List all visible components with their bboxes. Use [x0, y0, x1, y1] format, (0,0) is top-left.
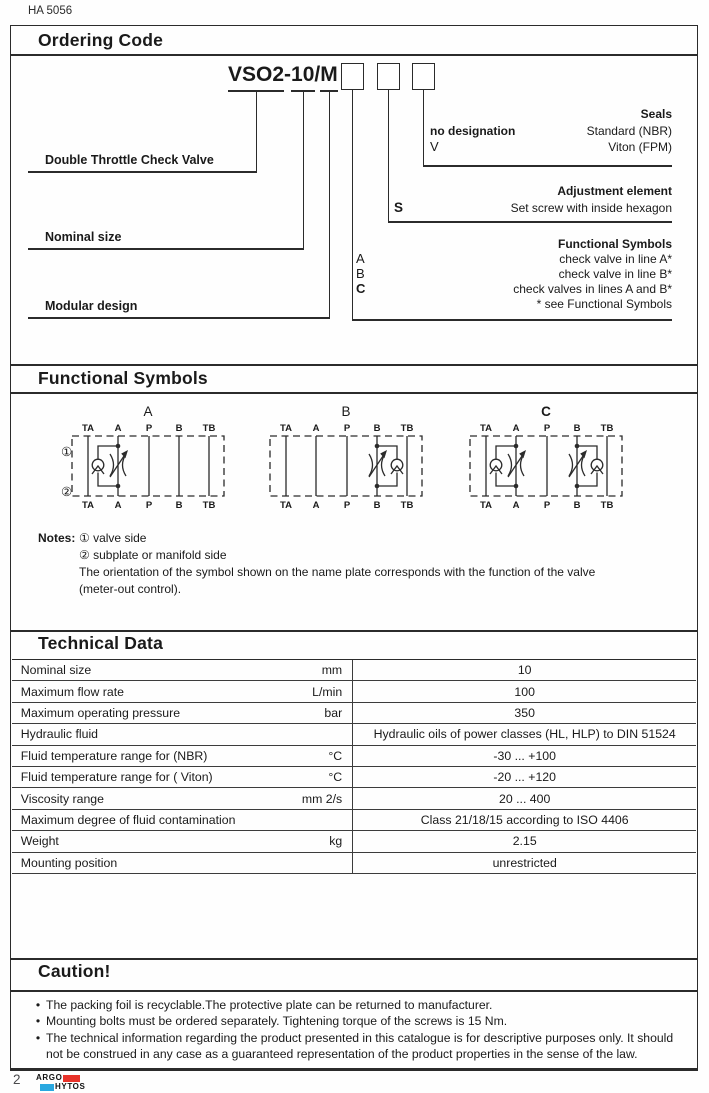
value-cell: 350	[352, 703, 696, 723]
bullet-text: The technical information regarding the product presented in this catalogue is for descriptive purposes only. It should not be construed in any case as a guaranteed representation of the product properties in the sense of the law.	[46, 1030, 674, 1062]
connector	[28, 317, 330, 319]
port-label-bottom: B	[573, 500, 581, 511]
port-label-top: B	[573, 423, 581, 434]
port-label-bottom: TB	[400, 500, 414, 511]
code-box-adjustment	[377, 63, 400, 90]
connector	[28, 171, 257, 173]
port-label-bottom: TA	[280, 500, 292, 511]
seals-code-none: no designation	[430, 124, 516, 138]
logo-blue-block	[40, 1084, 54, 1091]
port-label-bottom: B	[175, 500, 183, 511]
param-cell: Fluid temperature range for (NBR)	[20, 748, 208, 763]
unit-cell: bar	[324, 705, 343, 720]
table-row	[12, 810, 696, 831]
table-row	[12, 724, 696, 745]
port-label-bottom: TA	[480, 500, 492, 511]
functional-code-b: B	[356, 266, 365, 281]
port-label-bottom: TA	[82, 500, 94, 511]
label-nominal-size: Nominal size	[45, 230, 122, 244]
bullet-text: The packing foil is recyclable.The protective plate can be returned to manufacturer.	[46, 998, 493, 1012]
code-box-seals	[412, 63, 435, 90]
functional-diagram-a	[64, 404, 232, 517]
port-label-bottom: TB	[600, 500, 614, 511]
functional-diagram-b	[262, 404, 430, 517]
port-label-top: B	[175, 423, 183, 434]
seals-code-v: V	[430, 139, 439, 154]
functional-code-c: C	[356, 281, 366, 296]
port-label-bottom: A	[512, 500, 520, 511]
note-line: (meter-out control).	[79, 582, 182, 596]
value-cell: 20 ... 400	[352, 788, 696, 808]
port-label-bottom: A	[312, 500, 320, 511]
port-label-top: TA	[280, 423, 292, 434]
value-cell: Hydraulic oils of power classes (HL, HLP) to DIN 51524	[352, 724, 696, 744]
diagram-title: C	[541, 404, 551, 419]
diagram-title: B	[341, 404, 351, 419]
connector	[388, 221, 672, 223]
rule-caution-top	[10, 958, 698, 960]
connector	[423, 90, 424, 166]
value-cell: -20 ... +120	[352, 767, 696, 787]
argo-hytos-logo	[36, 1074, 85, 1091]
notes-label: Notes:	[38, 531, 76, 545]
param-cell: Maximum operating pressure	[20, 705, 181, 720]
unit-cell	[290, 810, 352, 830]
seals-desc-standard: Standard (NBR)	[586, 124, 672, 138]
subplate-outline	[72, 436, 224, 496]
port-label-top: P	[343, 423, 351, 434]
port-label-bottom: TB	[202, 500, 216, 511]
caution-bullet	[30, 997, 680, 1013]
rule-functional-bottom	[10, 392, 698, 394]
rule-technical-top	[10, 630, 698, 632]
table-row	[12, 767, 696, 788]
caution-bullets	[30, 997, 680, 1063]
connector	[352, 90, 353, 320]
bullet-icon: •	[35, 1030, 41, 1045]
doc-number: HA 5056	[28, 5, 73, 17]
seals-heading: Seals	[640, 107, 672, 121]
logo-text-hytos: HYTOS	[55, 1082, 86, 1091]
param-cell: Mounting position	[20, 855, 118, 870]
logo-red-block	[63, 1075, 80, 1082]
connector	[352, 319, 672, 321]
throttle-check-valve-symbol	[490, 444, 526, 489]
functional-desc-b: check valve in line B*	[558, 267, 672, 281]
connector	[423, 165, 672, 167]
unit-cell	[290, 724, 352, 744]
code-box-functional-symbol	[341, 63, 364, 90]
note-line: ② subplate or manifold side	[79, 548, 227, 562]
bullet-icon: •	[35, 1014, 41, 1029]
subplate-outline	[470, 436, 622, 496]
hydraulic-symbol-svg	[64, 404, 232, 512]
side-marker-1: ①	[61, 445, 73, 459]
seals-desc-viton: Viton (FPM)	[608, 140, 672, 154]
throttle-check-valve-symbol	[92, 444, 128, 489]
label-valve-type: Double Throttle Check Valve	[45, 153, 214, 167]
value-cell: -30 ... +100	[352, 746, 696, 766]
section-title-ordering-code: Ordering Code	[38, 30, 164, 50]
functional-code-a: A	[356, 251, 365, 266]
subplate-outline	[270, 436, 422, 496]
port-label-bottom: A	[114, 500, 122, 511]
hydraulic-symbol-svg	[462, 404, 630, 512]
table-row	[12, 660, 696, 681]
throttle-check-valve-symbol	[369, 444, 403, 489]
table-row	[12, 681, 696, 702]
rule-functional-top	[10, 364, 698, 366]
section-title-functional-symbols: Functional Symbols	[38, 368, 208, 388]
port-label-top: TA	[82, 423, 94, 434]
throttle-check-valve-symbol	[569, 444, 603, 489]
param-cell: Fluid temperature range for ( Viton)	[20, 770, 213, 785]
port-label-top: TA	[480, 423, 492, 434]
param-cell: Weight	[20, 834, 59, 849]
note-line: ① valve side	[79, 531, 147, 545]
table-row	[12, 853, 696, 874]
connector	[329, 92, 330, 318]
port-label-top: P	[543, 423, 551, 434]
note-line: The orientation of the symbol shown on the name plate corresponds with the function of the valve	[79, 565, 596, 579]
param-cell: Nominal size	[20, 663, 92, 678]
page-number: 2	[13, 1072, 21, 1087]
unit-cell: °C	[328, 770, 343, 785]
section-title-technical-data: Technical Data	[38, 633, 164, 653]
unit-cell: L/min	[312, 684, 343, 699]
value-cell: 10	[352, 660, 696, 680]
port-label-top: TB	[400, 423, 414, 434]
connector	[256, 92, 257, 172]
technical-data-table	[12, 659, 696, 874]
hydraulic-symbol-svg	[262, 404, 430, 512]
port-label-bottom: B	[373, 500, 381, 511]
port-label-bottom: P	[145, 500, 153, 511]
bullet-icon: •	[35, 998, 41, 1012]
unit-cell: mm	[321, 663, 343, 678]
connector	[388, 90, 389, 222]
table-row	[12, 703, 696, 724]
rule-ordering-bottom	[10, 54, 698, 56]
port-label-top: A	[512, 423, 520, 434]
port-label-top: TB	[202, 423, 216, 434]
port-label-top: P	[145, 423, 153, 434]
port-label-top: A	[114, 423, 122, 434]
logo-row-1	[36, 1074, 85, 1082]
logo-row-2	[40, 1083, 85, 1091]
param-cell: Maximum flow rate	[20, 684, 124, 699]
param-cell: Maximum degree of fluid contamination	[20, 812, 236, 827]
functional-diagram-c	[462, 404, 630, 517]
value-cell: 100	[352, 681, 696, 701]
unit-cell: mm 2/s	[301, 791, 343, 806]
unit-cell	[290, 853, 352, 873]
table-row	[12, 746, 696, 767]
ordering-code-value: VSO2-10/M	[228, 63, 338, 86]
unit-cell: °C	[328, 748, 343, 763]
port-label-bottom: P	[343, 500, 351, 511]
label-modular-design: Modular design	[45, 299, 138, 313]
caution-bullet	[30, 1013, 680, 1029]
param-cell: Hydraulic fluid	[20, 727, 99, 742]
side-marker-2: ②	[61, 485, 73, 499]
unit-cell: kg	[329, 834, 343, 849]
diagram-title: A	[143, 404, 153, 419]
port-label-bottom: P	[543, 500, 551, 511]
bullet-text: Mounting bolts must be ordered separately. Tightening torque of the screws is 15 Nm.	[46, 1014, 508, 1029]
port-label-top: B	[373, 423, 381, 434]
value-cell: 2.15	[352, 831, 696, 851]
functional-heading: Functional Symbols	[557, 237, 672, 251]
caution-bullet	[30, 1030, 680, 1063]
connector	[28, 248, 304, 250]
adjustment-heading: Adjustment element	[557, 184, 672, 198]
param-cell: Viscosity range	[20, 791, 104, 806]
connector	[303, 92, 304, 249]
table-row	[12, 788, 696, 809]
rule-caution-bottom	[10, 990, 698, 992]
adjustment-desc: Set screw with inside hexagon	[510, 201, 672, 215]
logo-text-argo: ARGO	[36, 1073, 63, 1082]
functional-footnote: * see Functional Symbols	[536, 297, 672, 311]
section-title-caution: Caution!	[38, 961, 111, 981]
port-label-top: A	[312, 423, 320, 434]
value-cell: Class 21/18/15 according to ISO 4406	[352, 810, 696, 830]
functional-desc-c: check valves in lines A and B*	[513, 282, 672, 296]
adjustment-code-s: S	[394, 200, 404, 215]
port-label-top: TB	[600, 423, 614, 434]
functional-desc-a: check valve in line A*	[559, 252, 672, 266]
table-row	[12, 831, 696, 852]
value-cell: unrestricted	[352, 853, 696, 873]
